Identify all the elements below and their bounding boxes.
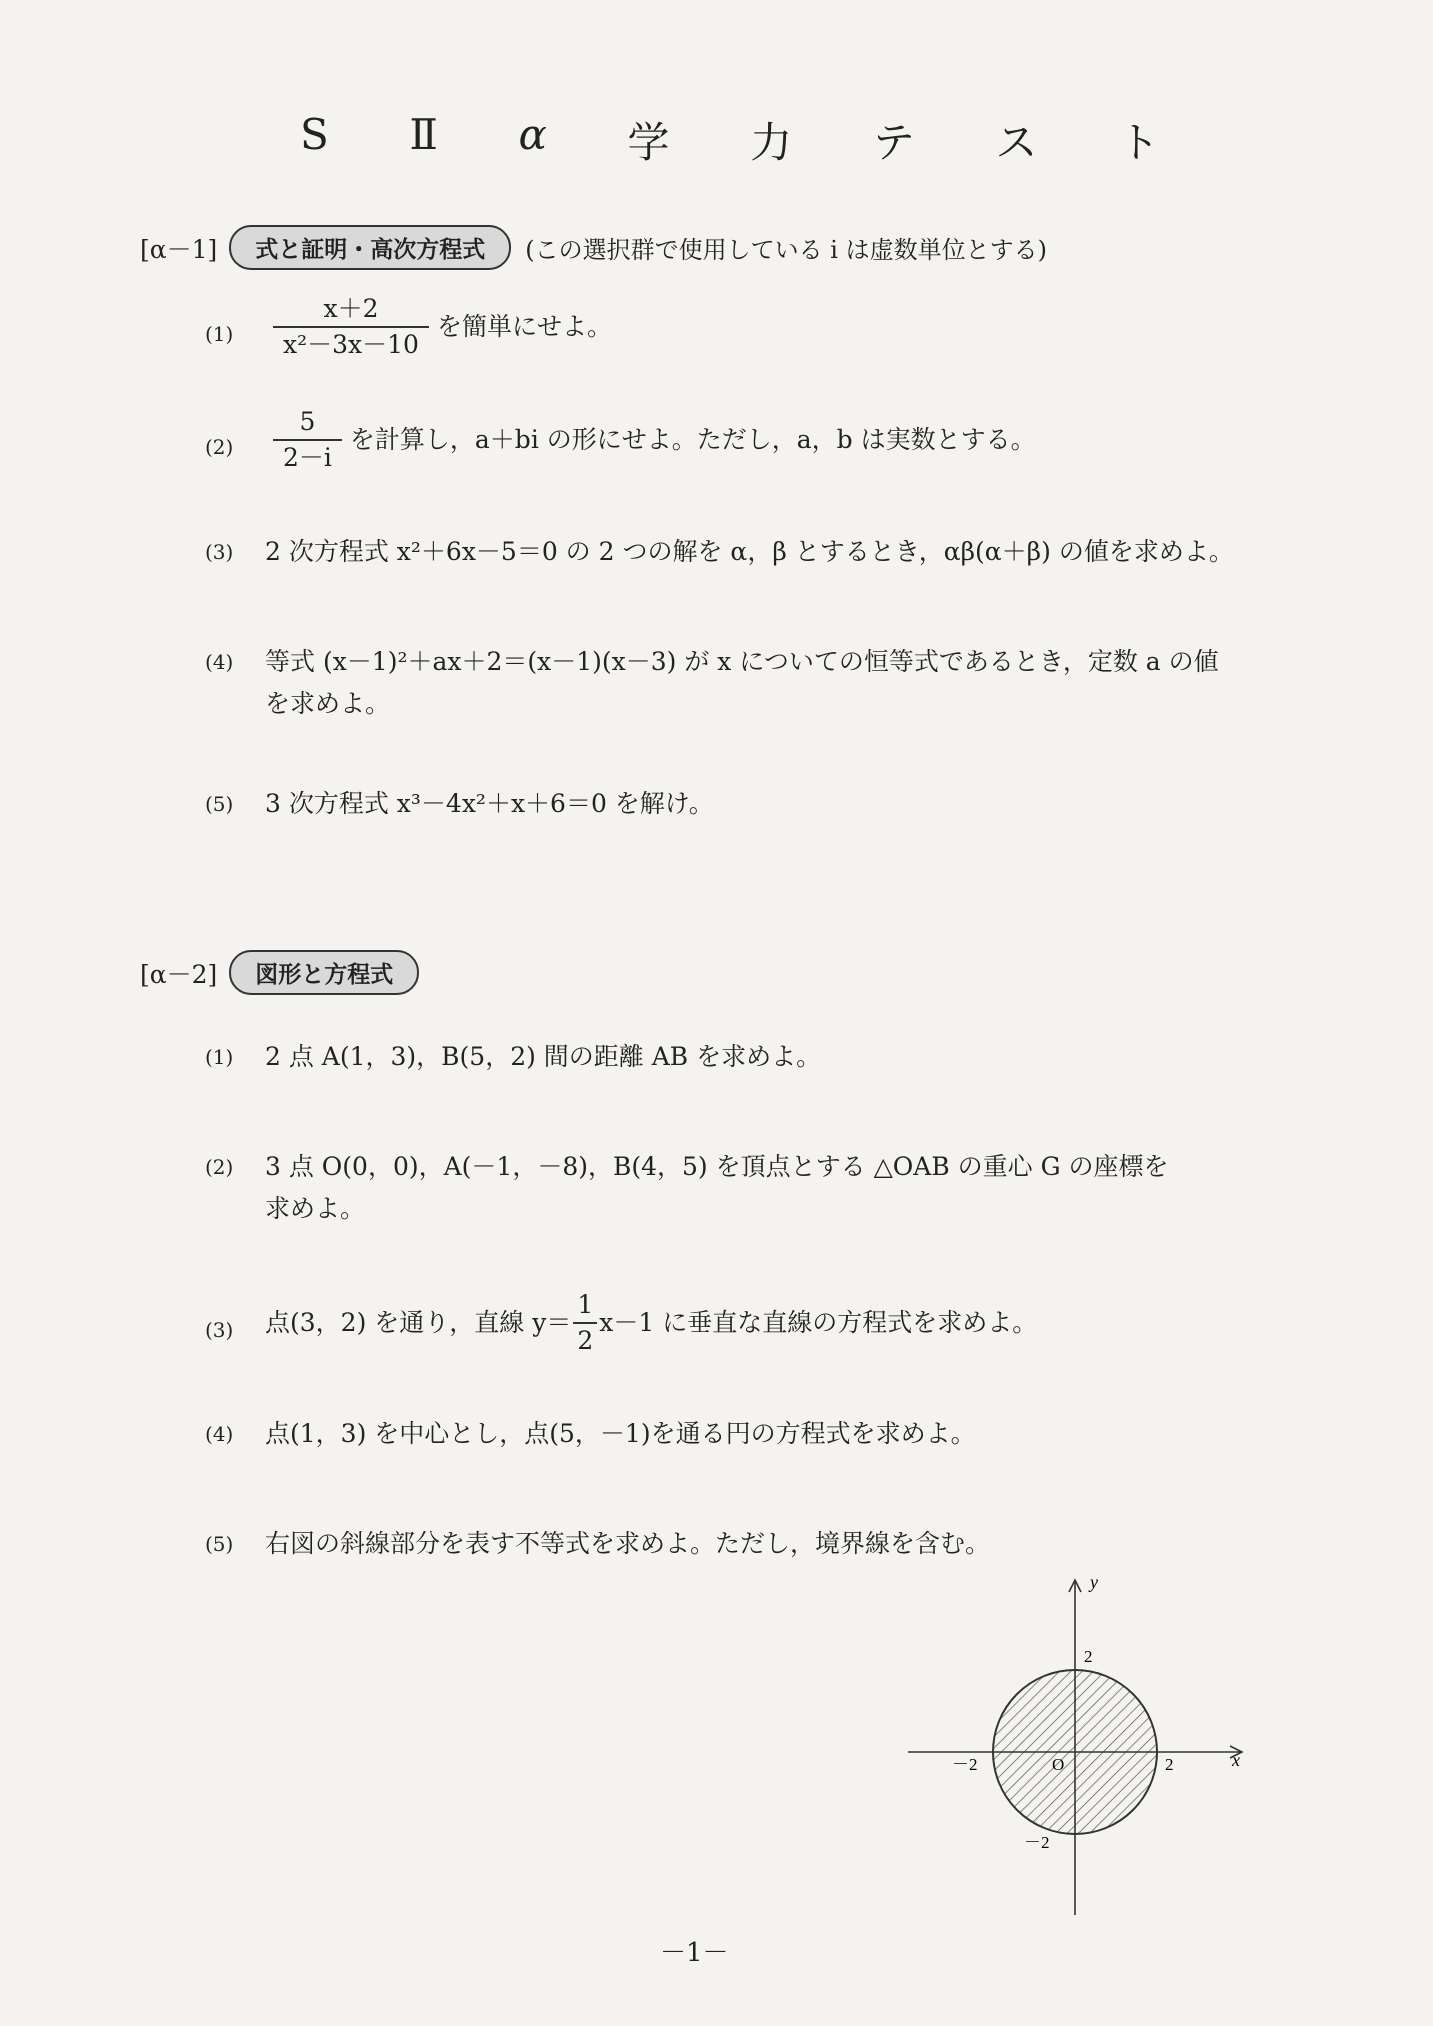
question-number: (1) — [205, 322, 234, 346]
fraction-numerator: x＋2 — [273, 292, 429, 328]
fraction-numerator: 1 — [573, 1288, 597, 1324]
question-text: 2 点 A(1，3)，B(5，2) 間の距離 AB を求めよ。 — [265, 1042, 822, 1071]
section-2-header — [140, 950, 419, 995]
x-tick-negative: －2 — [952, 1755, 978, 1774]
circle-graph — [900, 1570, 1260, 1930]
origin-label: O — [1052, 1755, 1065, 1774]
section-1-note: (この選択群で使用している i は虚数単位とする) — [525, 236, 1047, 264]
fraction-denominator: x²－3x－10 — [283, 330, 419, 359]
question-text: 等式 (x－1)²＋ax＋2＝(x－1)(x－3) が x についての恒等式であるとき，定数 a の値 — [265, 647, 1219, 676]
question-number: (3) — [205, 540, 234, 564]
section-2-topic-badge: 図形と方程式 — [229, 950, 419, 995]
question-text: 点(1，3) を中心とし，点(5，－1)を通る円の方程式を求めよ。 — [265, 1419, 976, 1448]
question-text: 3 点 O(0，0)，A(－1，－8)，B(4，5) を頂点とする △OAB の重心 G の座標を — [265, 1152, 1169, 1181]
question-text: を計算し，a＋bi の形にせよ。ただし，a，b は実数とする。 — [349, 425, 1036, 454]
question-text: 3 次方程式 x³－4x²＋x＋6＝0 を解け。 — [265, 789, 714, 818]
fraction — [573, 1288, 597, 1358]
fraction-denominator: 2 — [577, 1326, 594, 1355]
fraction — [273, 292, 429, 362]
section-1-header — [140, 225, 1047, 270]
question-number: (4) — [205, 1422, 234, 1446]
question-number: (2) — [205, 435, 234, 459]
section-1-topic-badge: 式と証明・高次方程式 — [229, 225, 511, 270]
page-title — [300, 110, 1160, 170]
fraction — [273, 405, 342, 475]
question-number: (4) — [205, 650, 234, 674]
question-number: (3) — [205, 1318, 234, 1342]
question-text: 点(3，2) を通り，直線 y＝ — [265, 1308, 572, 1337]
fraction-numerator: 5 — [273, 405, 342, 441]
question-text: 右図の斜線部分を表す不等式を求めよ。ただし，境界線を含む。 — [265, 1529, 991, 1558]
question-text: を簡単にせよ。 — [436, 312, 612, 341]
question-number: (5) — [205, 792, 234, 816]
section-1-label: [α－1] — [140, 234, 218, 264]
title-char: Ⅱ — [409, 110, 438, 159]
title-char: ス — [995, 118, 1038, 167]
question-number: (5) — [205, 1532, 234, 1556]
title-char: テ — [872, 118, 915, 167]
fraction-denominator: 2－i — [283, 443, 332, 472]
title-char: S — [300, 110, 329, 159]
question-number: (2) — [205, 1155, 234, 1179]
x-tick-positive: 2 — [1165, 1755, 1174, 1774]
title-char: 力 — [750, 118, 793, 167]
y-tick-negative: －2 — [1024, 1833, 1050, 1852]
title-char: ト — [1117, 118, 1160, 167]
page-number: －1－ — [660, 1938, 729, 1968]
y-tick-positive: 2 — [1084, 1647, 1093, 1666]
question-number: (1) — [205, 1045, 234, 1069]
question-text: x－1 に垂直な直線の方程式を求めよ。 — [599, 1308, 1038, 1337]
section-2-label: [α－2] — [140, 959, 218, 989]
question-text-continued: を求めよ。 — [265, 689, 391, 718]
question-text-continued: 求めよ。 — [265, 1194, 366, 1223]
y-axis-label: y — [1090, 1572, 1098, 1592]
title-char: α — [518, 110, 547, 159]
title-char: 学 — [627, 118, 670, 167]
x-axis-label: x — [1232, 1750, 1240, 1770]
question-text: 2 次方程式 x²＋6x－5＝0 の 2 つの解を α，β とするとき，αβ(α＋β) の値を求めよ。 — [265, 537, 1234, 566]
